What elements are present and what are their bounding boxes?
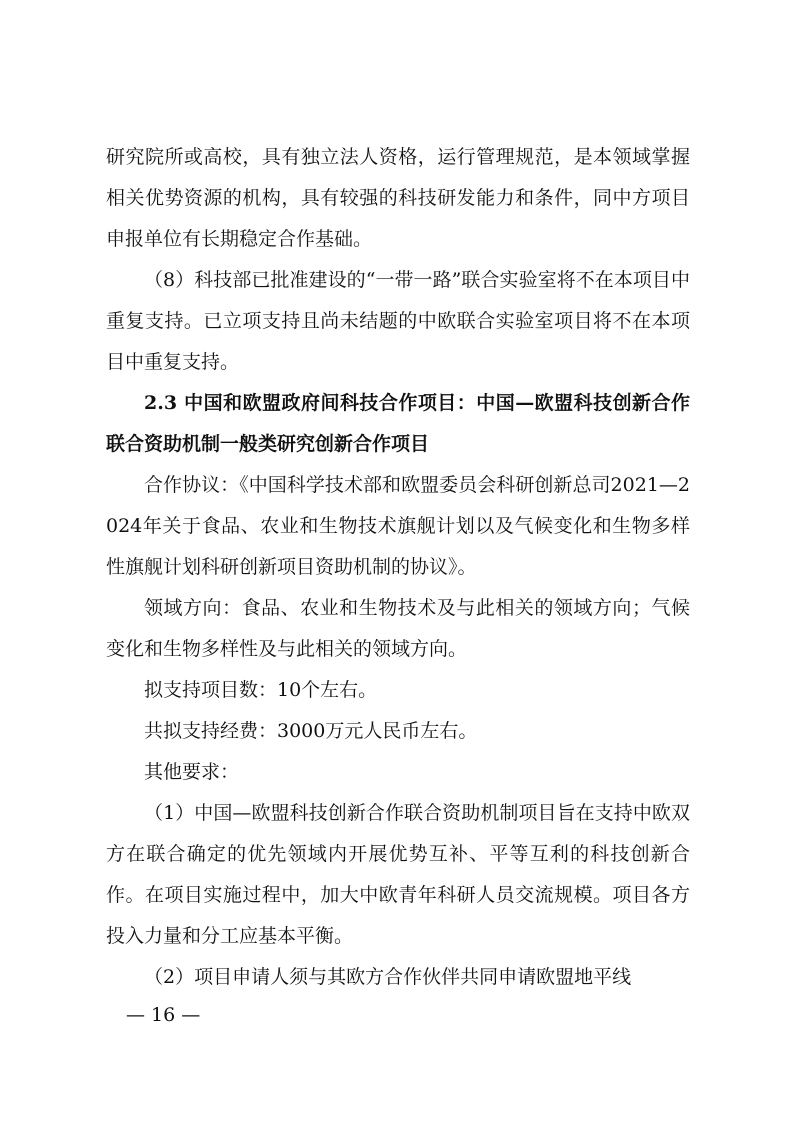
section-heading-2-3: 2.3 中国和欧盟政府间科技合作项目：中国—欧盟科技创新合作联合资助机制一般类研究创新合作项目 — [106, 392, 690, 455]
paragraph-continuation: 研究院所或高校，具有独立法人资格，运行管理规范，是本领域掌握相关优势资源的机构，具有较强的科技研发能力和条件，同中方项目申报单位有长期稳定合作基础。 — [106, 146, 690, 250]
paragraph-field-direction: 领域方向：食品、农业和生物技术及与此相关的领域方向；气候变化和生物多样性及与此相关的领域方向。 — [106, 597, 690, 660]
paragraph-project-count: 拟支持项目数：10个左右。 — [144, 679, 378, 701]
page-number: — 16 — — [126, 1004, 201, 1026]
paragraph-other-requirements: 其他要求： — [144, 761, 240, 783]
paragraph-requirement-1: （1）中国—欧盟科技创新合作联合资助机制项目旨在支持中欧双方在联合确定的优先领域内开展优势互补、平等互利的科技创新合作。在项目实施过程中，加大中欧青年科研人员交流规模。项目各方投入力量和分工应基本平衡。 — [106, 802, 690, 947]
paragraph-agreement: 合作协议：《中国科学技术部和欧盟委员会科研创新总司2021—2024年关于食品、农业和生物技术旗舰计划以及气候变化和生物多样性旗舰计划科研创新项目资助机制的协议》。 — [106, 474, 690, 578]
paragraph-funding: 共拟支持经费：3000万元人民币左右。 — [144, 720, 478, 742]
body-text — [106, 137, 690, 998]
paragraph-item-8: （8）科技部已批准建设的“一带一路”联合实验室将不在本项目中重复支持。已立项支持且尚未结题的中欧联合实验室项目将不在本项目中重复支持。 — [106, 269, 690, 373]
paragraph-requirement-2: （2）项目申请人须与其欧方合作伙伴共同申请欧盟地平线 — [144, 966, 632, 988]
